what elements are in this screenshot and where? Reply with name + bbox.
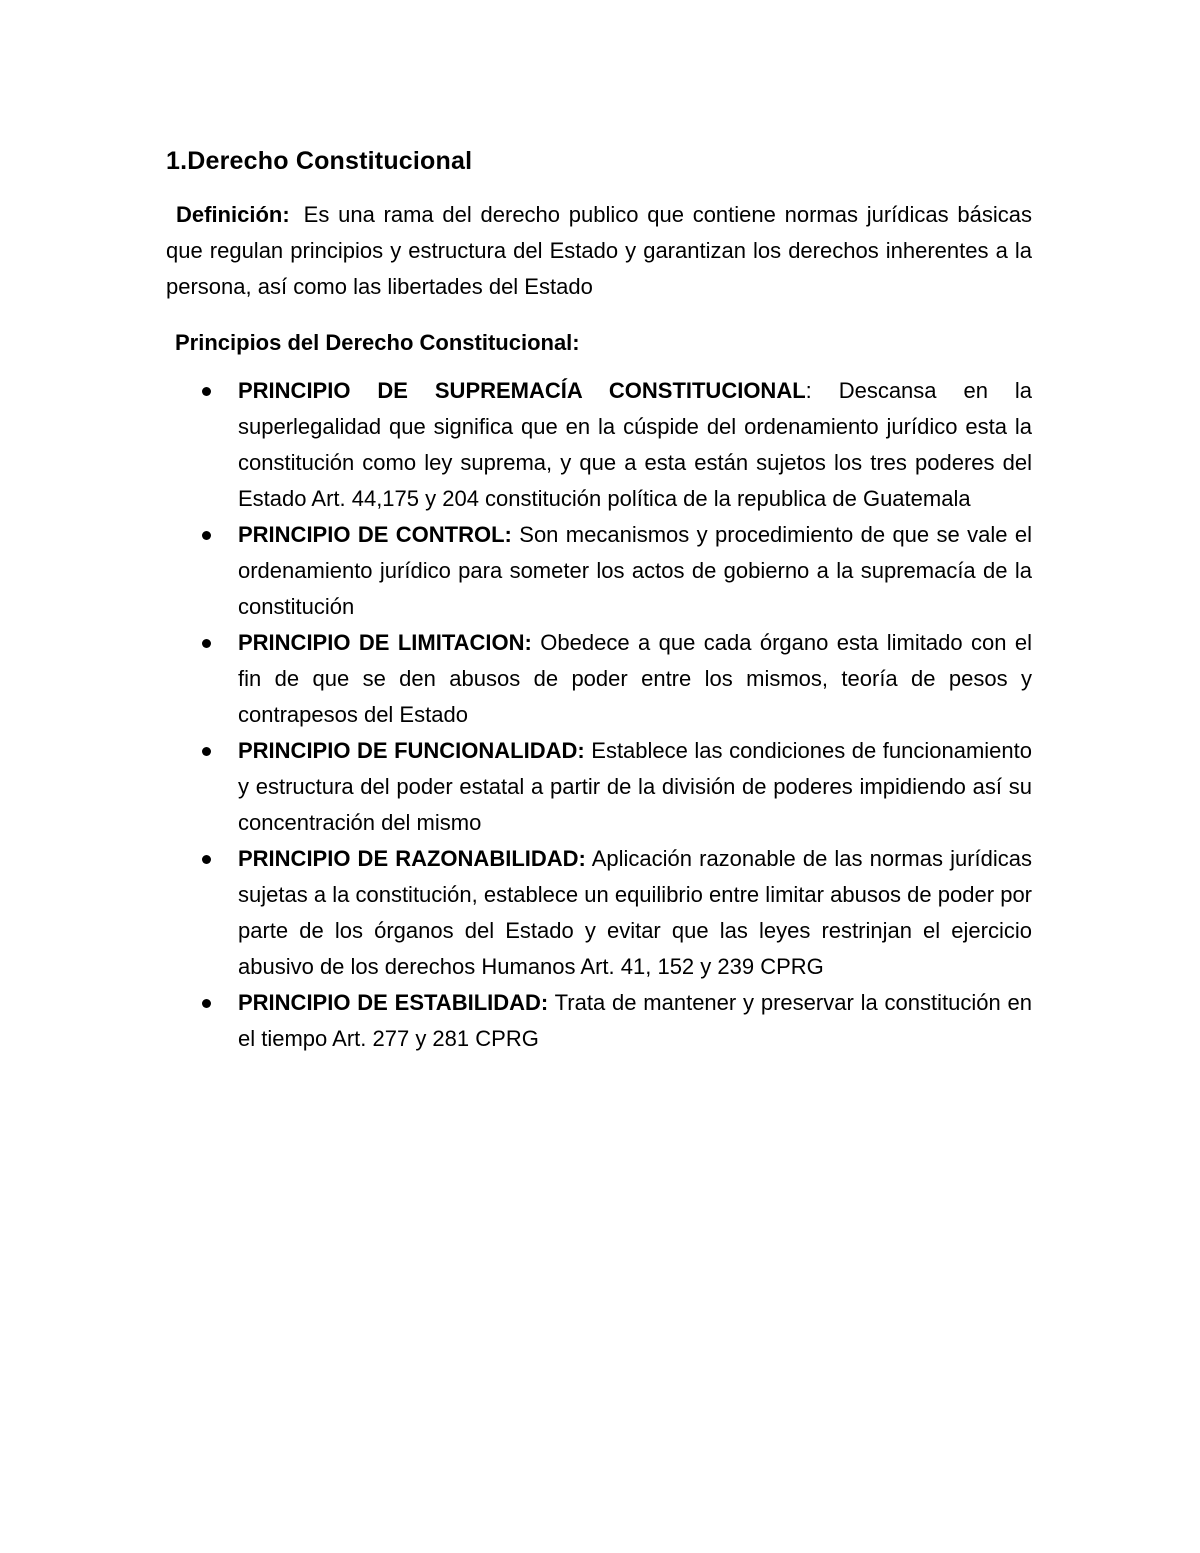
bullet-icon: [202, 747, 211, 756]
principles-list: [166, 373, 1032, 1057]
bullet-icon: [202, 999, 211, 1008]
bullet-icon: [202, 531, 211, 540]
list-item: [166, 517, 1032, 625]
principle-name: PRINCIPIO DE SUPREMACÍA CONSTITUCIONAL: [238, 378, 806, 403]
definition-paragraph: [166, 197, 1032, 305]
principle-name: PRINCIPIO DE RAZONABILIDAD:: [238, 846, 586, 871]
list-item: [166, 841, 1032, 985]
list-item: [166, 985, 1032, 1057]
principle-text: Obedece a que cada órgano esta limitado con el fin de que se den abusos de poder entre los mismos, teoría de pesos y contrapesos del Estado: [238, 630, 1032, 727]
document-title: 1.Derecho Constitucional: [166, 147, 473, 175]
principle-text: Descansa en la superlegalidad que significa que en la cúspide del ordenamiento jurídico esta la constitución como ley suprema, y que a esta están sujetos los tres poderes del Estado Art. 44,175 y 204 constitución política de la republica de Guatemala: [238, 378, 1032, 511]
bullet-icon: [202, 387, 211, 396]
definition-label: Definición:: [176, 202, 290, 227]
document-content: [166, 141, 1032, 1057]
principle-text: Trata de mantener y preservar la constitución en el tiempo Art. 277 y 281 CPRG: [238, 990, 1032, 1051]
principle-separator: :: [805, 378, 839, 403]
principles-heading: Principios del Derecho Constitucional:: [175, 330, 580, 355]
definition-text: Es una rama del derecho publico que contiene normas jurídicas básicas que regulan principios y estructura del Estado y garantizan los derechos inherentes a la persona, así como las libertades del Estado: [166, 202, 1032, 299]
bullet-icon: [202, 855, 211, 864]
principle-name: PRINCIPIO DE CONTROL:: [238, 522, 512, 547]
list-item: [166, 733, 1032, 841]
list-item: [166, 373, 1032, 517]
principle-name: PRINCIPIO DE ESTABILIDAD:: [238, 990, 549, 1015]
list-item: [166, 625, 1032, 733]
principle-text: Establece las condiciones de funcionamiento y estructura del poder estatal a partir de la división de poderes impidiendo así su concentración del mismo: [238, 738, 1032, 835]
principle-text: Son mecanismos y procedimiento de que se vale el ordenamiento jurídico para someter los actos de gobierno a la supremacía de la constitución: [238, 522, 1032, 619]
principle-name: PRINCIPIO DE FUNCIONALIDAD:: [238, 738, 585, 763]
bullet-icon: [202, 639, 211, 648]
principle-name: PRINCIPIO DE LIMITACION:: [238, 630, 532, 655]
principle-text: Aplicación razonable de las normas jurídicas sujetas a la constitución, establece un equilibrio entre limitar abusos de poder por parte de los órganos del Estado y evitar que las leyes restrinjan el ejercicio abusivo de los derechos Humanos Art. 41, 152 y 239 CPRG: [238, 846, 1032, 979]
